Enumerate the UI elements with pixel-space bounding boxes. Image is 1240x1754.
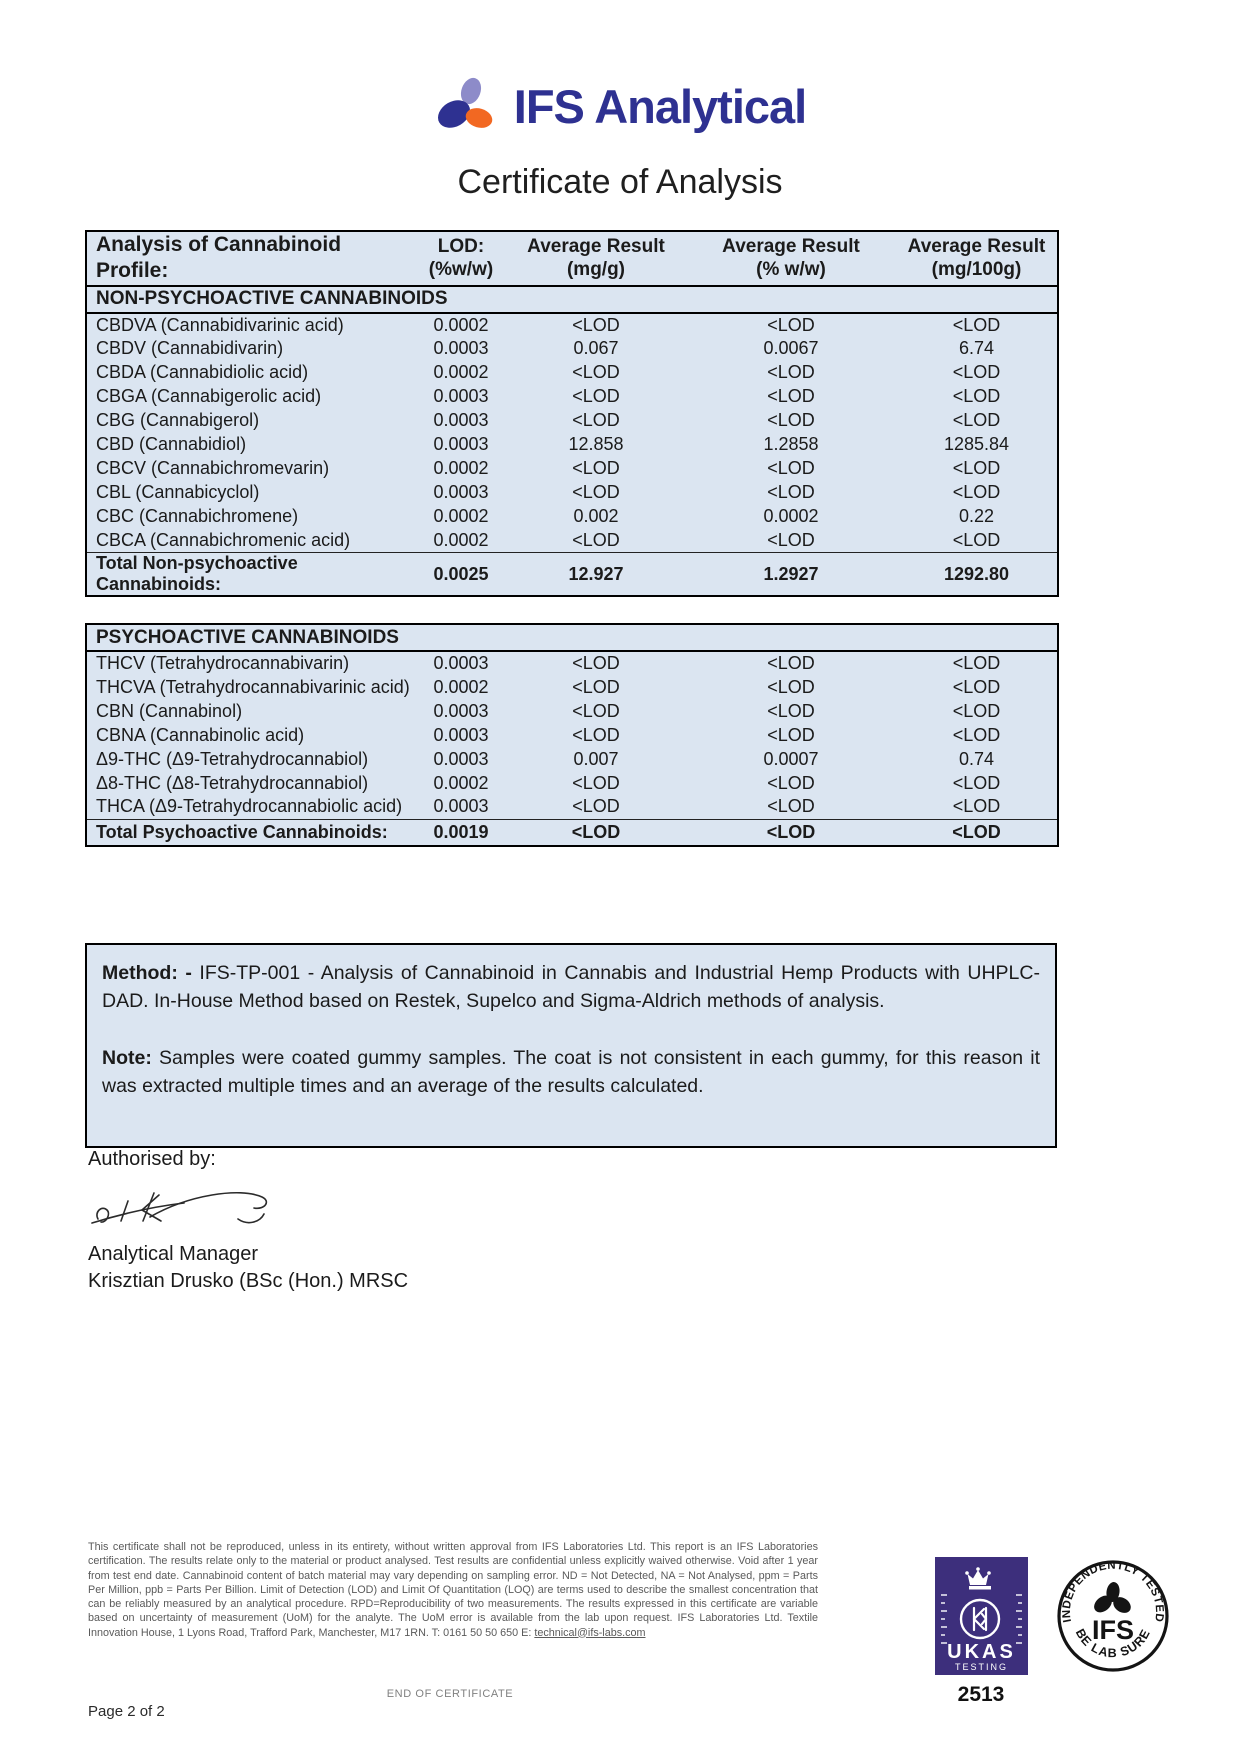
signature-icon bbox=[88, 1177, 288, 1239]
result-value: <LOD bbox=[952, 676, 1001, 697]
ukas-testing-logo-icon bbox=[935, 1557, 1028, 1675]
result-value: <LOD bbox=[767, 772, 815, 793]
svg-text:BE LAB SURE: BE LAB SURE bbox=[1072, 1626, 1154, 1661]
table-row bbox=[86, 457, 1058, 481]
svg-text:INDEPENDENTLY TESTED: INDEPENDENTLY TESTED bbox=[1060, 1559, 1166, 1624]
result-value: 12.927 bbox=[506, 553, 686, 597]
analyte-name: CBCA (Cannabichromenic acid) bbox=[96, 529, 351, 550]
method-label: Method: - bbox=[102, 962, 192, 984]
result-value: 0.0002 bbox=[433, 506, 489, 526]
result-value: <LOD bbox=[767, 724, 815, 745]
table-row bbox=[86, 337, 1058, 361]
result-value: <LOD bbox=[572, 314, 620, 335]
svg-text:UKAS: UKAS bbox=[946, 1641, 1016, 1663]
result-value: <LOD bbox=[572, 796, 620, 817]
table-row bbox=[86, 675, 1058, 699]
table-row bbox=[86, 795, 1058, 819]
analyte-name: Δ9-THC (Δ9-Tetrahydrocannabiol) bbox=[96, 748, 369, 769]
result-value: <LOD bbox=[952, 796, 1001, 817]
total-row bbox=[86, 553, 1058, 597]
analyte-name: CBGA (Cannabigerolic acid) bbox=[96, 386, 322, 406]
result-value: <LOD bbox=[767, 482, 815, 502]
analyte-name: CBDA (Cannabidiolic acid) bbox=[96, 362, 309, 382]
table-row bbox=[86, 505, 1058, 529]
column-avg-mg-100g: Average Result (mg/100g) bbox=[896, 231, 1058, 286]
analyte-name: CBG (Cannabigerol) bbox=[96, 410, 260, 430]
result-value: 0.0003 bbox=[433, 410, 489, 430]
result-value: <LOD bbox=[952, 772, 1001, 793]
analyte-name: CBD (Cannabidiol) bbox=[96, 434, 247, 454]
result-value: 1292.80 bbox=[896, 553, 1058, 597]
result-value: <LOD bbox=[572, 410, 620, 430]
result-value: <LOD bbox=[767, 458, 815, 478]
svg-text:TESTING: TESTING bbox=[954, 1662, 1008, 1672]
contact-email-link[interactable]: technical@ifs-labs.com bbox=[534, 1626, 646, 1639]
method-box bbox=[85, 943, 1057, 1148]
result-value: 0.0003 bbox=[433, 653, 489, 673]
result-value: <LOD bbox=[572, 362, 620, 382]
result-value: 0.0067 bbox=[763, 338, 819, 358]
authoriser-name: Krisztian Drusko (BSc (Hon.) MRSC bbox=[88, 1270, 409, 1292]
analyte-name: THCVA (Tetrahydrocannabivarinic acid) bbox=[96, 676, 410, 697]
result-value: 1.2858 bbox=[763, 434, 819, 454]
result-value: <LOD bbox=[767, 529, 815, 550]
result-value: <LOD bbox=[572, 676, 620, 697]
page-title: Certificate of Analysis bbox=[457, 163, 783, 201]
result-value: <LOD bbox=[952, 410, 1001, 430]
table-row bbox=[86, 313, 1058, 337]
page-number: Page 2 of 2 bbox=[88, 1703, 165, 1720]
result-value: 0.0003 bbox=[433, 434, 489, 454]
result-value: 12.858 bbox=[568, 434, 624, 454]
table-row bbox=[86, 747, 1058, 771]
result-value: <LOD bbox=[572, 724, 620, 745]
column-avg-pct-ww: Average Result (% w/w) bbox=[686, 231, 896, 286]
total-row bbox=[86, 819, 1058, 846]
result-value: 6.74 bbox=[958, 338, 995, 358]
result-value: 0.0002 bbox=[763, 506, 819, 526]
table-row bbox=[86, 529, 1058, 553]
table-row bbox=[86, 433, 1058, 457]
result-value: <LOD bbox=[767, 676, 815, 697]
end-of-certificate-label: END OF CERTIFICATE bbox=[386, 1688, 514, 1700]
footer-legal-text: This certificate shall not be reproduced, unless in its entirety, without written approval from IFS Laboratories Ltd. This report is an IFS Laboratories certification. The results relate only to the material or product analysed. Test results are confidential unless explicitly waived otherwise. Void after 1 year from test end date. Cannabinoid content of batch material may vary depending on sampling error. ND = Not Detected, NA = Not Analysed, ppm = Parts Per Million, ppb = Parts Per Billion. Limit of Detection (LOD) and Limit Of Quantitation (LOQ) are terms used to describe the smallest concentration that can be reliably measured by an analytical procedure. RPD=Reproducibility of two measurements. The results expressed in this certificate are variable based on uncertainty of measurement (UoM) for the analyte. The UoM error is available from the lab upon request. IFS Laboratories Ltd. Textile Innovation House, 1 Lyons Road, Trafford Park, Manchester, M17 1RN. T: 0161 50 50 650 E: technical@ifs-labs.com bbox=[88, 1541, 818, 1639]
table-row bbox=[86, 385, 1058, 409]
non-psychoactive-table bbox=[85, 230, 1059, 597]
result-value: <LOD bbox=[767, 410, 815, 430]
result-value: 0.0003 bbox=[433, 482, 489, 502]
ifs-badge-icon bbox=[1056, 1559, 1170, 1673]
result-value: <LOD bbox=[572, 700, 620, 721]
brand-header bbox=[0, 76, 1240, 136]
result-value: 0.74 bbox=[958, 748, 995, 769]
result-value: <LOD bbox=[952, 482, 1001, 502]
result-value: 0.0025 bbox=[416, 553, 506, 597]
result-value: <LOD bbox=[767, 700, 815, 721]
table-row bbox=[86, 651, 1058, 675]
result-value: <LOD bbox=[952, 314, 1001, 335]
authorisation-block bbox=[88, 1146, 408, 1295]
result-value: 0.0003 bbox=[433, 386, 489, 406]
ifs-analytical-logo-icon bbox=[434, 76, 500, 136]
result-value: 0.007 bbox=[573, 748, 619, 769]
result-value: 0.0003 bbox=[433, 700, 489, 721]
result-value: 1.2927 bbox=[686, 553, 896, 597]
psychoactive-table bbox=[85, 623, 1059, 847]
analyte-name: CBC (Cannabichromene) bbox=[96, 506, 299, 526]
analyte-name: CBN (Cannabinol) bbox=[96, 700, 243, 721]
result-value: 0.0003 bbox=[433, 748, 489, 769]
result-value: <LOD bbox=[506, 819, 686, 846]
result-value: 0.0003 bbox=[433, 724, 489, 745]
result-value: 0.0002 bbox=[433, 458, 489, 478]
svg-text:IFS: IFS bbox=[1091, 1615, 1135, 1645]
ukas-accreditation bbox=[933, 1557, 1029, 1707]
method-paragraph: Method: - IFS-TP-001 - Analysis of Cannabinoid in Cannabis and Industrial Hemp Products with UHPLC-DAD. In-House Method based on Restek, Supelco and Sigma-Aldrich methods of analysis. bbox=[102, 962, 1040, 1013]
column-avg-mg-g: Average Result (mg/g) bbox=[506, 231, 686, 286]
result-value: <LOD bbox=[572, 653, 620, 673]
column-lod: LOD: (%w/w) bbox=[416, 231, 506, 286]
result-value: 0.0002 bbox=[433, 772, 489, 793]
section-header-non-psychoactive: NON-PSYCHOACTIVE CANNABINOIDS bbox=[86, 286, 1058, 313]
result-value: 0.0003 bbox=[433, 338, 489, 358]
analyte-name: CBNA (Cannabinolic acid) bbox=[96, 724, 305, 745]
analyte-name: CBDVA (Cannabidivarinic acid) bbox=[96, 314, 344, 335]
note-paragraph: Note: Samples were coated gummy samples. The coat is not consistent in each gummy, for this reason it was extracted multiple times and an average of the results calculated. bbox=[102, 1046, 1041, 1097]
result-value: <LOD bbox=[767, 796, 815, 817]
analyte-name: THCV (Tetrahydrocannabivarin) bbox=[96, 653, 350, 673]
result-value: <LOD bbox=[767, 314, 815, 335]
result-value: <LOD bbox=[767, 653, 815, 673]
table-row bbox=[86, 481, 1058, 505]
result-value: 0.0002 bbox=[433, 529, 489, 550]
result-value: <LOD bbox=[952, 362, 1001, 382]
result-value: <LOD bbox=[952, 529, 1001, 550]
note-label: Note: bbox=[102, 1046, 152, 1069]
table-row bbox=[86, 699, 1058, 723]
column-analyte: Analysis of Cannabinoid Profile: bbox=[86, 231, 416, 286]
result-value: 0.0007 bbox=[763, 748, 819, 769]
result-value: <LOD bbox=[572, 772, 620, 793]
analyte-name: Δ8-THC (Δ8-Tetrahydrocannabiol) bbox=[96, 772, 369, 793]
result-value: <LOD bbox=[572, 482, 620, 502]
result-value: <LOD bbox=[572, 458, 620, 478]
result-value: <LOD bbox=[572, 386, 620, 406]
result-value: <LOD bbox=[686, 819, 896, 846]
result-value: 0.0002 bbox=[433, 314, 489, 335]
table-row bbox=[86, 361, 1058, 385]
result-value: <LOD bbox=[896, 819, 1058, 846]
result-value: 0.0002 bbox=[433, 676, 489, 697]
result-value: 0.002 bbox=[573, 506, 619, 526]
result-value: 0.22 bbox=[958, 506, 995, 526]
result-value: <LOD bbox=[952, 724, 1001, 745]
brand-name: IFS Analytical bbox=[513, 79, 807, 133]
analyte-name: CBCV (Cannabichromevarin) bbox=[96, 458, 330, 478]
result-value: 0.0019 bbox=[416, 819, 506, 846]
authoriser-role: Analytical Manager bbox=[88, 1243, 259, 1265]
result-value: 0.0002 bbox=[433, 362, 489, 382]
result-value: 0.0003 bbox=[433, 796, 489, 817]
result-value: <LOD bbox=[767, 386, 815, 406]
result-value: 0.067 bbox=[573, 338, 619, 358]
result-value: <LOD bbox=[952, 458, 1001, 478]
result-value: <LOD bbox=[767, 362, 815, 382]
section-header-psychoactive: PSYCHOACTIVE CANNABINOIDS bbox=[86, 624, 1058, 651]
authorised-by-label: Authorised by: bbox=[88, 1148, 216, 1170]
table-row bbox=[86, 409, 1058, 433]
analyte-name: Total Non-psychoactive Cannabinoids: bbox=[86, 553, 416, 597]
analyte-name: Total Psychoactive Cannabinoids: bbox=[86, 819, 416, 846]
result-value: <LOD bbox=[952, 700, 1001, 721]
table-row bbox=[86, 723, 1058, 747]
result-value: <LOD bbox=[572, 529, 620, 550]
ukas-lab-number: 2513 bbox=[957, 1683, 1005, 1706]
result-value: 1285.84 bbox=[943, 434, 1010, 454]
analyte-name: CBL (Cannabicyclol) bbox=[96, 482, 260, 502]
analyte-name: THCA (Δ9-Tetrahydrocannabiolic acid) bbox=[96, 796, 403, 817]
ifs-tested-badge bbox=[1056, 1559, 1170, 1678]
result-value: <LOD bbox=[952, 386, 1001, 406]
table-row bbox=[86, 771, 1058, 795]
column-header-row bbox=[86, 231, 1058, 286]
analyte-name: CBDV (Cannabidivarin) bbox=[96, 338, 284, 358]
result-value: <LOD bbox=[952, 653, 1001, 673]
main-content bbox=[85, 230, 1057, 1148]
